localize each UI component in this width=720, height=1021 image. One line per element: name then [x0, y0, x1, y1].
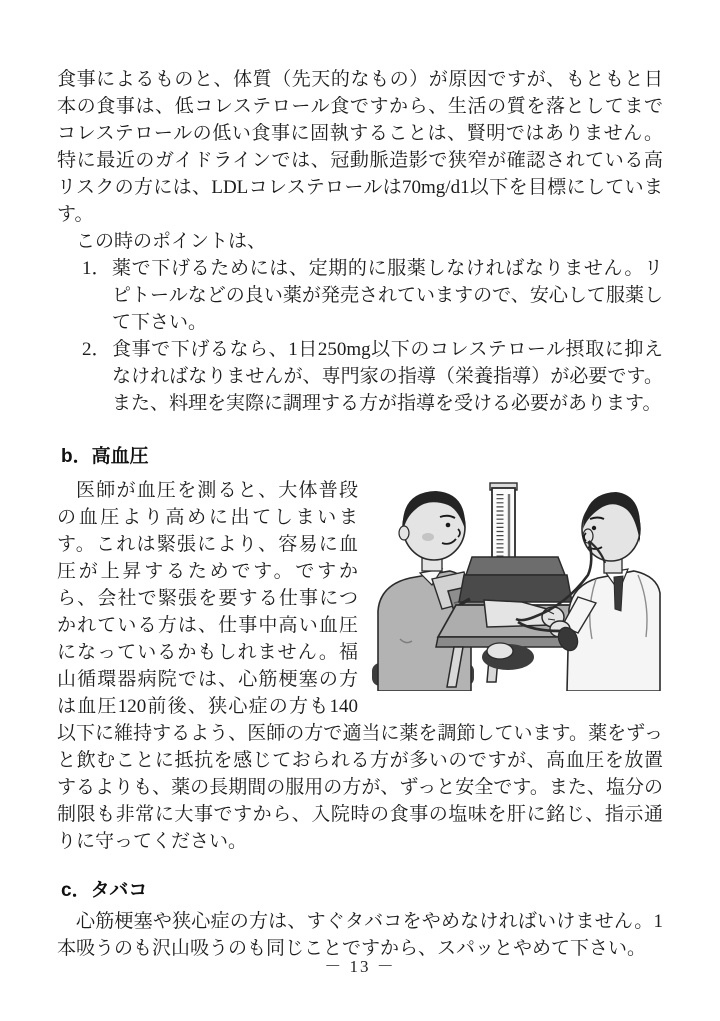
section-c-heading: c．タバコ	[61, 880, 148, 901]
section-b-paragraph: 医師が血圧を測ると、大体普段の血圧より高めに出てしまいます。これは緊張により、容易に血圧が上昇するためです。ですから、会社で緊張を要する仕事につかれている方は、仕事中高い血圧になっているかもしれません。福山循環器病院では、心筋梗塞の方は血圧120前後、狭心症の方も140以下に維持するよう、医師の方で適当に薬を調節しています。薬をずっと飲むことに抵抗を感じておられる方が多いのですが、高血圧を放置するよりも、薬の長期間の服用の方が、ずっと安全です。また、塩分の制限も非常に大事ですから、入院時の食事の塩味を肝に銘じ、指示通りに守ってください。	[57, 480, 663, 852]
points-list	[57, 255, 663, 417]
list-item-number: 2．	[82, 339, 111, 360]
sphygmomanometer	[455, 483, 572, 621]
list-item-text: 薬で下げるためには、定期的に服薬しなければなりません。リピトールなどの良い薬が発売されていますので、安心して服薬して下さい。	[112, 258, 663, 333]
page-number: － 13 －	[324, 957, 396, 976]
blood-pressure-illustration	[370, 479, 663, 691]
paragraph-cholesterol: 食事によるものと、体質（先天的なもの）が原因ですが、もともと日本の食事は、低コレステロール食ですから、生活の質を落としてまでコレステロールの低い食事に固執することは、賢明ではありません。特に最近のガイドラインでは、冠動脈造影で狭窄が確認されている高リスクの方には、LDLコレステロールは70mg/d1以下を目標にしています。	[57, 69, 663, 225]
list-item-text: 食事で下げるなら、1日250mg以下のコレステロール摂取に抑えなければなりませんが、専門家の指導（栄養指導）が必要です。また、料理を実際に調理する方が指導を受ける必要があります。	[112, 339, 663, 414]
paragraph-points-intro: この時のポイントは、	[76, 231, 267, 252]
section-c-paragraph: 心筋梗塞や狭心症の方は、すぐタバコをやめなければいけません。1本吸うのも沢山吸うのも同じことですから、スパッとやめて下さい。	[57, 911, 663, 959]
list-item-number: 1．	[82, 258, 111, 279]
section-b-heading: b．高血圧	[61, 446, 149, 467]
list-item	[82, 336, 663, 417]
section-b-body	[57, 477, 663, 855]
list-item	[82, 255, 663, 336]
